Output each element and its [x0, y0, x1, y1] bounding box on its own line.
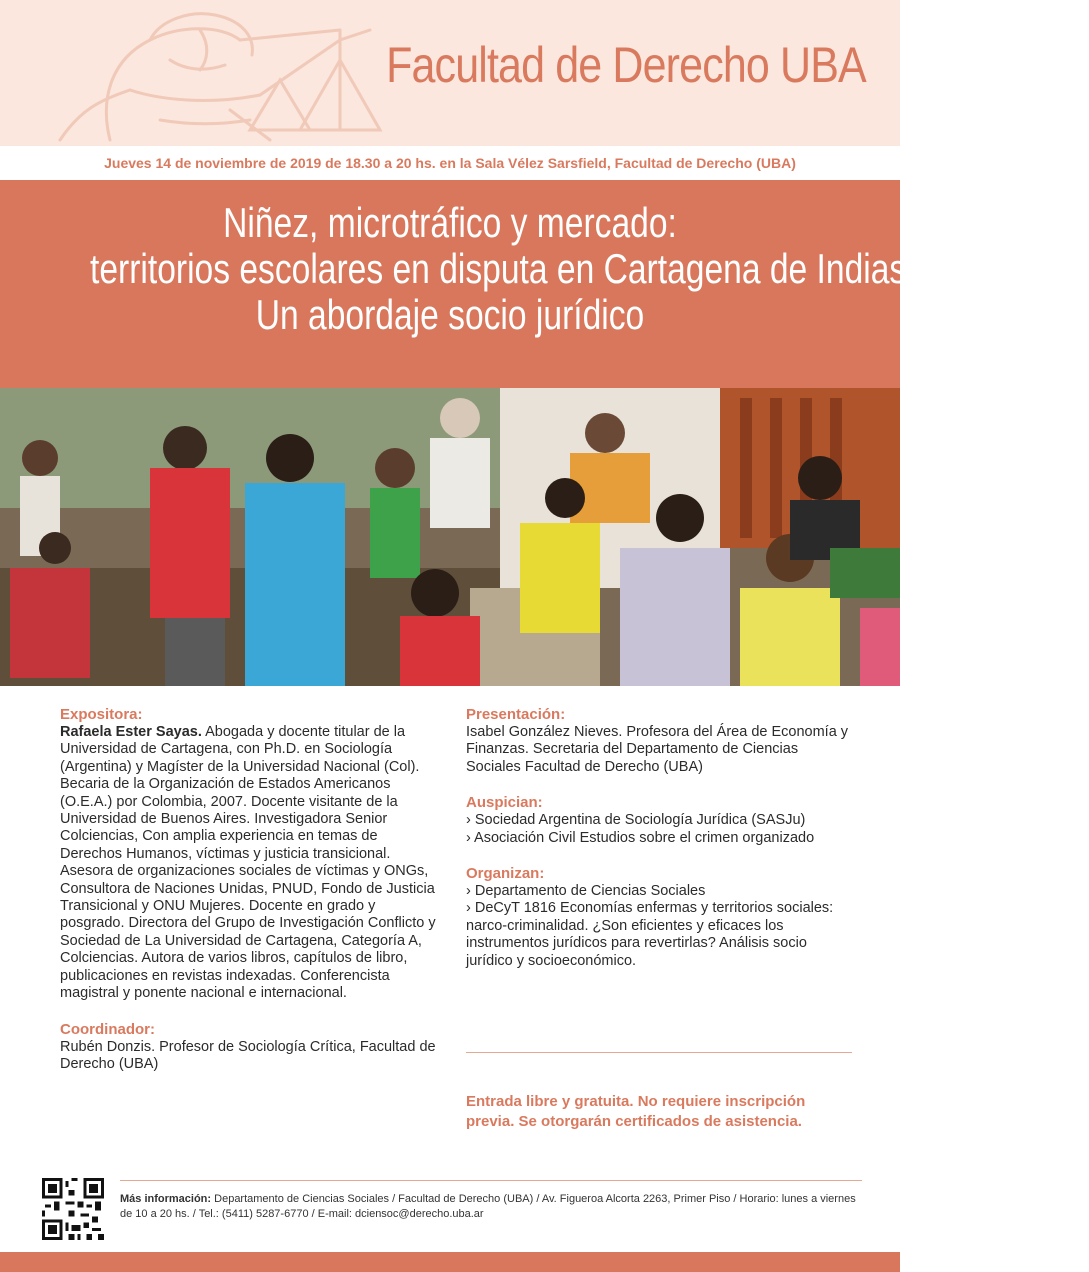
title-line-2: territorios escolares en disputa en Cartagena de Indias (Colombia).: [90, 245, 1089, 292]
section-divider: [466, 1052, 852, 1053]
expositora-name: Rafaela Ester Sayas.: [60, 724, 202, 740]
qr-code-icon: [42, 1178, 104, 1240]
organizan-item: › Departamento de Ciencias Sociales: [466, 883, 706, 900]
justice-figure-illustration: [40, 0, 400, 146]
footer-divider: [120, 1180, 862, 1181]
expositora-bio: Abogada y docente titular de la Universidad de Cartagena, con Ph.D. en Sociología (Argentina) y Magíster de la Universidad Nacional (Col). Becaria de la Organización de Estados Americanos (O.E.A.) por Colombia, 2007. Docente visitante de la Universidad de Buenos Aires. Investigadora Senior Colciencias, Con amplia experiencia en temas de Derechos Humanos, víctimas y justicia transicional. Asesora de organizaciones sociales de víctimas y ONGs, Consultora de Naciones Unidas, PNUD, Fondo de Justicia Transicional y ONU Mujeres. Docente en grado y posgrado. Directora del Grupo de Investigación Conflicto y Sociedad de La Universidad de Cartagena, Categoría A, Colciencias. Autora de varios libros, capítulos de libro, publicaciones en revistas indexadas. Conferencista magistral y ponente nacional e internacional.: [60, 724, 436, 1002]
contact-text: Departamento de Ciencias Sociales / Facultad de Derecho (UBA) / Av. Figueroa Alcorta 2263, Primer Piso / Horario: lunes a viernes de 10 a 20 hs. / Tel.: (5411) 5287-6770 / E-mail: dciensoc@derecho.uba.ar: [120, 1193, 856, 1220]
coordinador-heading: Coordinador:: [60, 1020, 155, 1038]
presentacion-heading: Presentación:: [466, 706, 566, 723]
right-column: [466, 706, 854, 970]
auspician-item: › Sociedad Argentina de Sociología Jurídica (SASJu): [466, 812, 806, 829]
coordinador-text: Rubén Donzis. Profesor de Sociología Crítica, Facultad de Derecho (UBA): [60, 1038, 436, 1072]
expositora-heading: Expositora:: [60, 706, 143, 723]
free-entry-notice: Entrada libre y gratuita. No requiere inscripción previa. Se otorgarán certificados de asistencia.: [466, 1093, 806, 1130]
title-line-3: Un abordaje socio jurídico: [255, 291, 645, 338]
organizan-item: › DeCyT 1816 Economías enfermas y territorios sociales: narco-criminalidad. ¿Son eficientes y eficaces los instrumentos jurídicos para revertirlas? Análisis socio jurídico y socioeconómico.: [466, 900, 834, 969]
title-band: [0, 180, 1089, 388]
faculty-name: Facultad de Derecho UBA: [386, 37, 866, 93]
contact-info: [120, 1192, 860, 1222]
auspician-item: › Asociación Civil Estudios sobre el crimen organizado: [466, 829, 815, 846]
poster-header: [0, 0, 900, 146]
presentacion-text: Isabel González Nieves. Profesora del Área de Economía y Finanzas. Secretaria del Departamento de Ciencias Sociales Facultad de Derecho (UBA): [466, 724, 849, 775]
footer-bar: [0, 1252, 900, 1272]
event-photo: [0, 388, 900, 686]
contact-label: Más información:: [120, 1193, 212, 1205]
photo-illustration: [0, 388, 900, 686]
expositora-paragraph: [60, 724, 436, 1003]
event-dateline: Jueves 14 de noviembre de 2019 de 18.30 a 20 hs. en la Sala Vélez Sarsfield, Facultad de Derecho (UBA): [0, 146, 900, 180]
organizan-heading: Organizan:: [466, 865, 545, 883]
title-line-1: Niñez, microtráfico y mercado:: [223, 199, 677, 246]
left-column: [60, 706, 436, 1073]
auspician-heading: Auspician:: [466, 794, 543, 812]
